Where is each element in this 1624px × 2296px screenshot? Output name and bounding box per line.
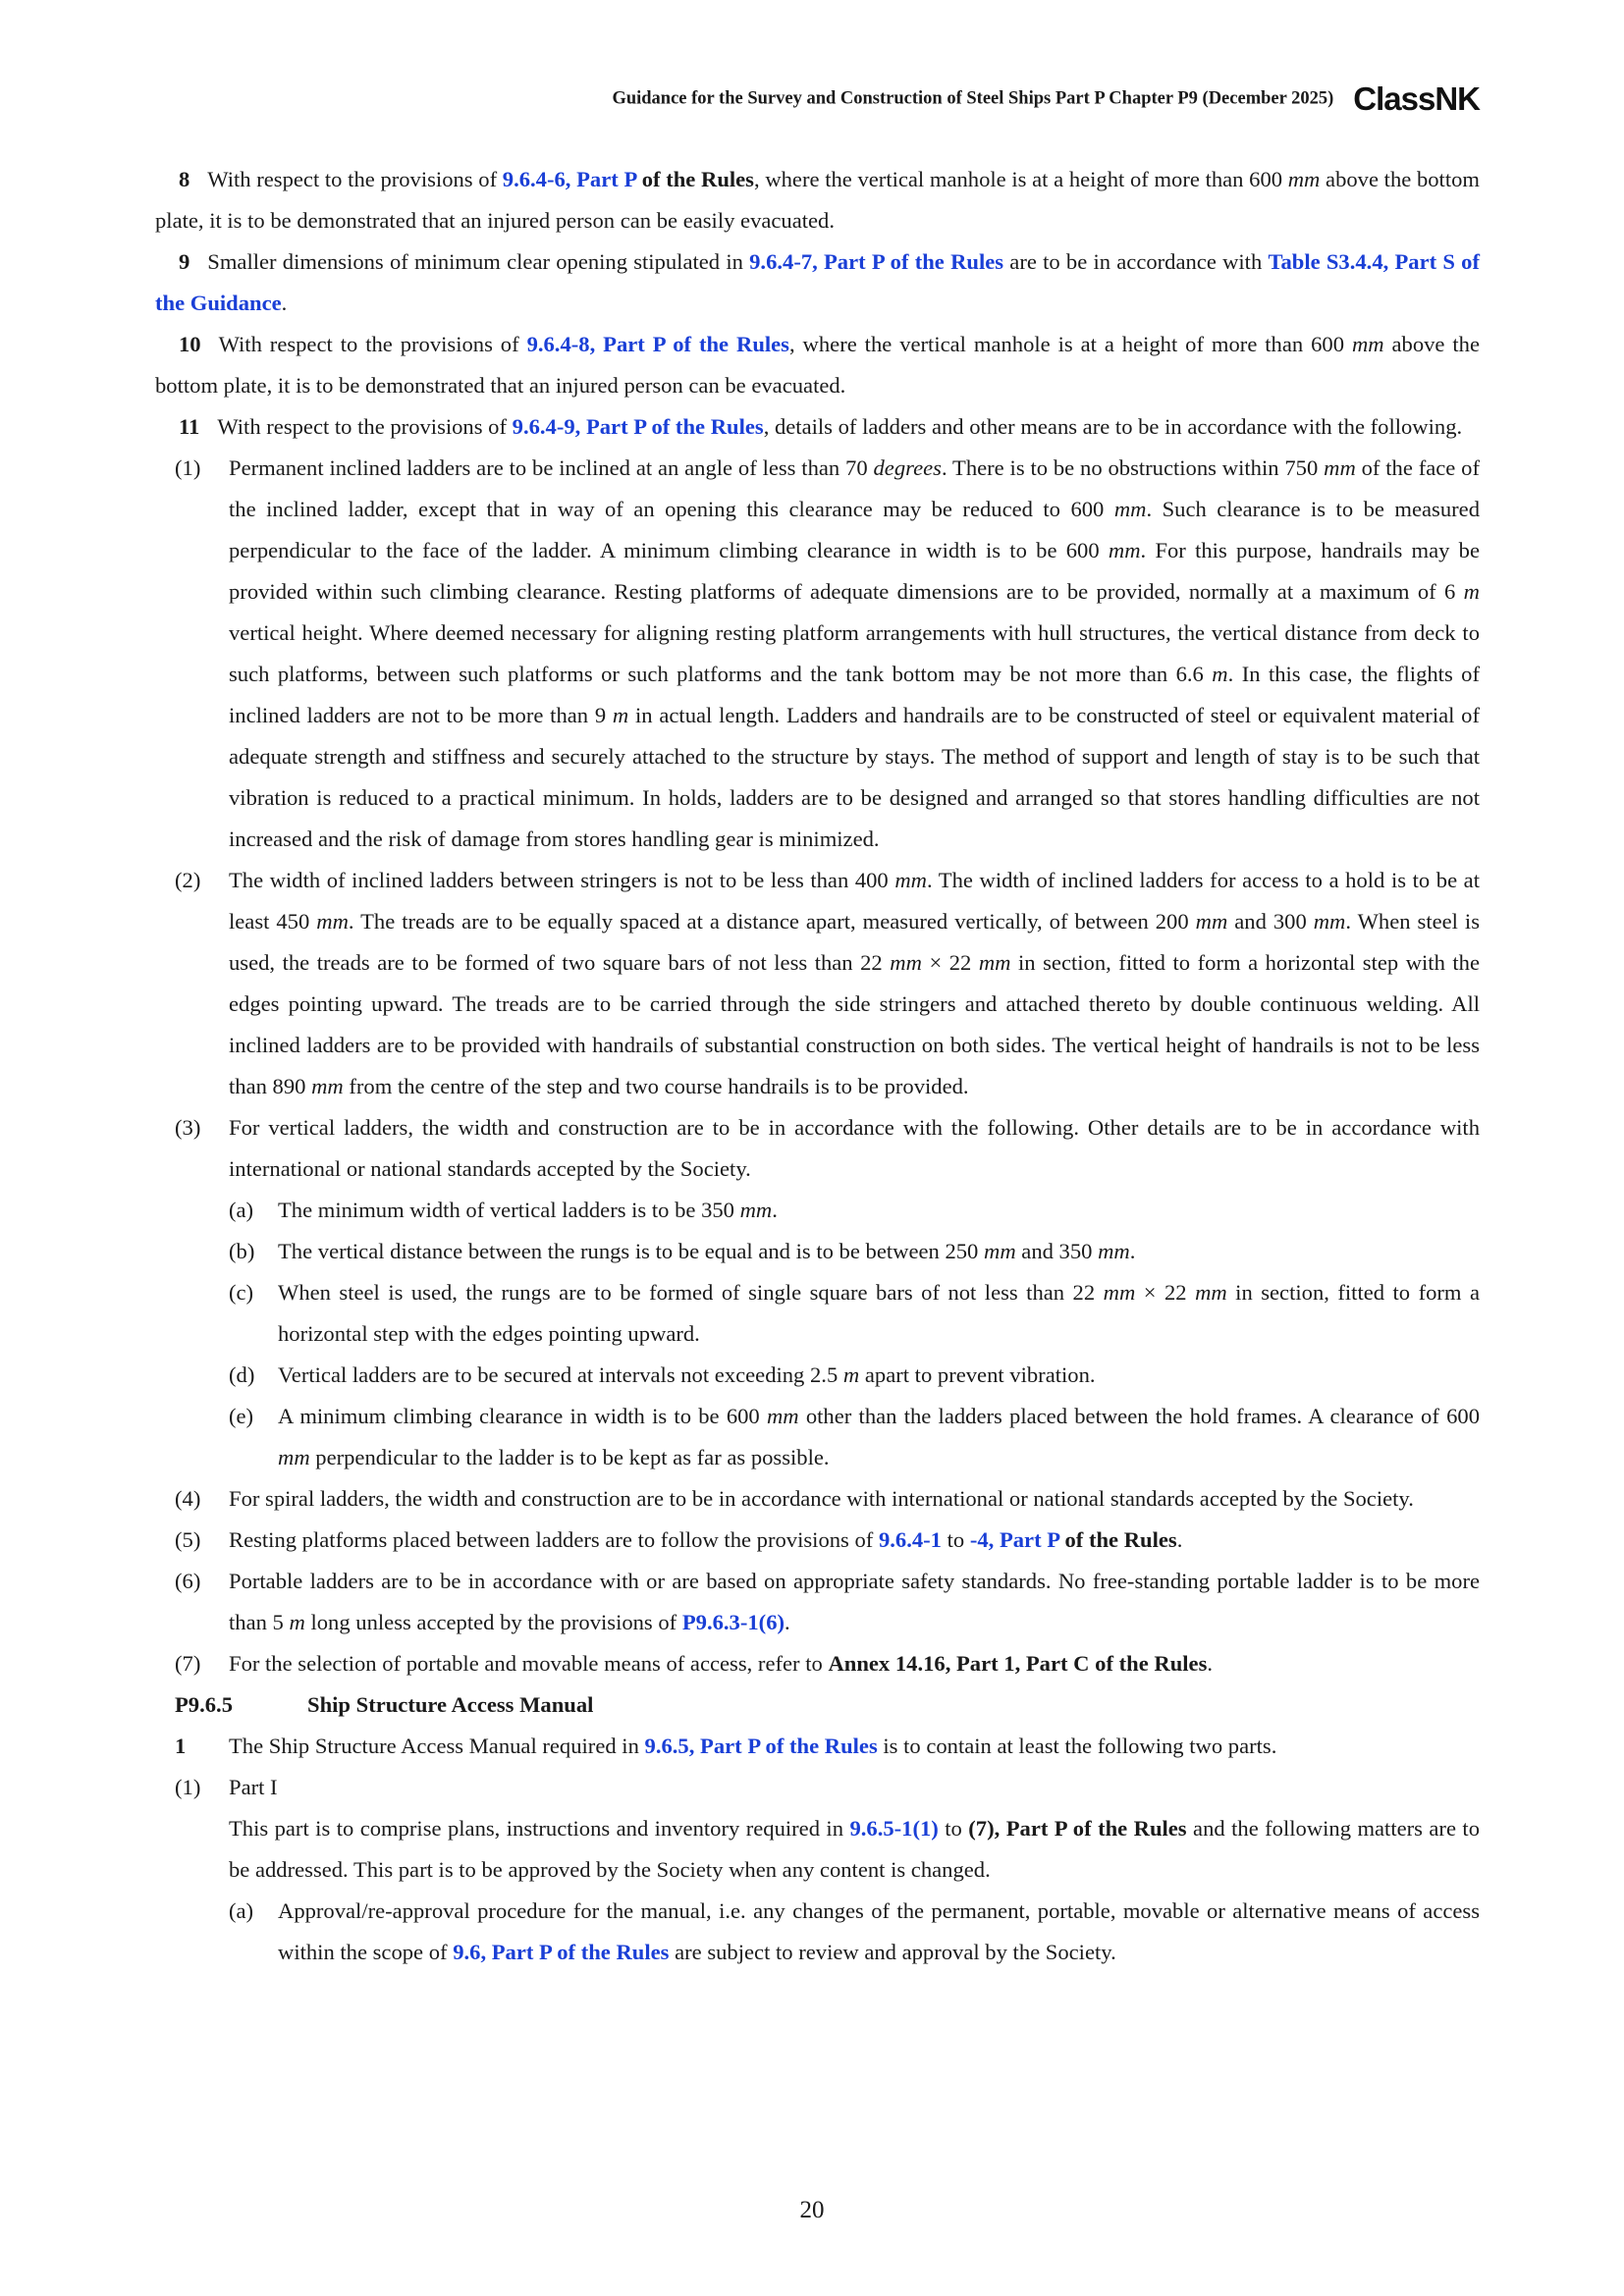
unit: mm xyxy=(278,1445,310,1469)
paragraph-10 xyxy=(155,324,1480,406)
text: Resting platforms placed between ladders are to follow the provisions of xyxy=(229,1527,879,1552)
text: from the centre of the step and two course handrails is to be provided. xyxy=(343,1074,969,1098)
page-number: 20 xyxy=(799,2197,825,2223)
text: above the bottom plate, it is to be demonstrated that an injured person can be evacuated. xyxy=(155,332,1480,398)
unit: mm xyxy=(894,868,927,892)
rule-ref: (7), Part P of the Rules xyxy=(968,1816,1187,1841)
item-number: (2) xyxy=(175,868,201,892)
unit: degrees xyxy=(873,455,942,480)
text: in section, fitted to form a horizontal step with the edges pointing upward. xyxy=(278,1280,1481,1346)
list-item-4 xyxy=(155,1478,1480,1520)
part-1-body xyxy=(155,1808,1480,1891)
document-body xyxy=(155,159,1480,1973)
text: . xyxy=(1176,1527,1183,1552)
unit: mm xyxy=(978,950,1011,975)
sub-item-e xyxy=(155,1396,1480,1478)
text: to xyxy=(938,1816,969,1841)
list-item-1 xyxy=(155,448,1480,860)
item-number: (a) xyxy=(229,1898,254,1923)
text: and the following matters are to be addressed. This part is to be approved by the Society when any content is changed. xyxy=(229,1816,1480,1882)
unit: mm xyxy=(1195,1280,1227,1305)
item-number: (1) xyxy=(175,455,201,480)
text: . In this case, the flights of inclined ladders are not to be more than 9 xyxy=(229,662,1481,727)
unit: mm xyxy=(316,909,349,934)
guidance-link[interactable]: Table S3.4.4, Part S of the Guidance xyxy=(155,249,1480,315)
rule-ref: of the Rules xyxy=(636,167,754,191)
text: The width of inclined ladders between stringers is not to be less than 400 xyxy=(229,868,895,892)
unit: mm xyxy=(766,1404,799,1428)
unit: mm xyxy=(1113,497,1147,521)
text: is to contain at least the following two parts. xyxy=(877,1734,1277,1758)
text: With respect to the provisions of xyxy=(218,332,527,356)
text: to xyxy=(941,1527,970,1552)
text: This part is to comprise plans, instructions and inventory required in xyxy=(229,1816,850,1841)
rule-link[interactable]: 9.6.5, Part P of the Rules xyxy=(644,1734,878,1758)
unit: mm xyxy=(984,1239,1016,1263)
page-header xyxy=(155,80,1480,120)
unit: mm xyxy=(890,950,922,975)
unit: mm xyxy=(1108,538,1141,562)
text: , details of ladders and other means are to be in accordance with the following. xyxy=(763,414,1463,439)
list-item-5 xyxy=(155,1520,1480,1561)
text: Approval/re-approval procedure for the manual, i.e. any changes of the permanent, portable, movable or alternative means of access within the scope of xyxy=(278,1898,1480,1964)
list-item-2 xyxy=(155,860,1480,1107)
text: With respect to the provisions of xyxy=(207,167,503,191)
text: For vertical ladders, the width and construction are to be in accordance with the following. Other details are to be in accordance with international or national standards accepted by the Society. xyxy=(229,1115,1480,1181)
text: The Ship Structure Access Manual required in xyxy=(229,1734,645,1758)
sub-item-b xyxy=(155,1231,1480,1272)
paragraph-number: 8 xyxy=(179,167,190,191)
rule-link[interactable]: 9.6.4-8, Part P of the Rules xyxy=(526,332,789,356)
text: above the bottom plate, it is to be demonstrated that an injured person can be easily evacuated. xyxy=(155,167,1480,233)
unit: mm xyxy=(1195,909,1228,934)
item-number: (d) xyxy=(229,1362,255,1387)
text: Portable ladders are to be in accordance with or are based on appropriate safety standards. No free-standing portable ladder is to be more than 5 xyxy=(229,1569,1480,1634)
text: vertical height. Where deemed necessary for aligning resting platform arrangements with hull structures, the vertical distance from deck to such platforms, between such platforms or such platforms and the tank bottom may be not more than 6.6 xyxy=(229,620,1480,686)
item-number: (5) xyxy=(175,1527,201,1552)
list-item-7 xyxy=(155,1643,1480,1684)
text: . There is to be no obstructions within 750 xyxy=(941,455,1325,480)
unit: mm xyxy=(1098,1239,1130,1263)
rule-link[interactable]: 9.6.4-9, Part P of the Rules xyxy=(512,414,764,439)
unit: m xyxy=(842,1362,860,1387)
sub-item-d xyxy=(155,1355,1480,1396)
list-item-6 xyxy=(155,1561,1480,1643)
text: When steel is used, the rungs are to be formed of single square bars of not less than 22 xyxy=(278,1280,1104,1305)
part-1-sub-item-a xyxy=(155,1891,1480,1973)
unit: mm xyxy=(1103,1280,1136,1305)
text: . For this purpose, handrails may be provided within such climbing clearance. Resting platforms of adequate dimensions are to be provided, normally at a maximum of 6 xyxy=(229,538,1481,604)
text: and 300 xyxy=(1227,909,1314,934)
section-title: Ship Structure Access Manual xyxy=(307,1692,594,1717)
list-item-3 xyxy=(155,1107,1480,1190)
text: . xyxy=(281,291,288,315)
text: × 22 xyxy=(921,950,979,975)
text: Smaller dimensions of minimum clear opening stipulated in xyxy=(207,249,750,274)
text: long unless accepted by the provisions of xyxy=(304,1610,682,1634)
document-title: Guidance for the Survey and Construction of Steel Ships Part P Chapter P9 (December 2025) xyxy=(612,88,1334,109)
item-number: (1) xyxy=(175,1775,201,1799)
text: perpendicular to the ladder is to be kept as far as possible. xyxy=(309,1445,830,1469)
unit: m xyxy=(289,1610,305,1634)
classnk-logo: ClassNK xyxy=(1353,80,1480,117)
item-number: (a) xyxy=(229,1198,254,1222)
text: , where the vertical manhole is at a height of more than 600 xyxy=(788,332,1352,356)
text: For the selection of portable and movable means of access, refer to xyxy=(229,1651,829,1676)
sub-item-a xyxy=(155,1190,1480,1231)
text: . xyxy=(1207,1651,1214,1676)
rule-link[interactable]: 9.6.4-1 xyxy=(878,1527,942,1552)
rule-link[interactable]: 9.6.5-1(1) xyxy=(849,1816,939,1841)
item-number: (b) xyxy=(229,1239,255,1263)
section-heading xyxy=(155,1684,1480,1726)
text: . xyxy=(1129,1239,1136,1263)
text: are subject to review and approval by the Society. xyxy=(669,1940,1116,1964)
text: . The width of inclined ladders for access to a hold is to be at least 450 xyxy=(229,868,1480,934)
unit: m xyxy=(612,703,629,727)
rule-link[interactable]: 9.6.4-7, Part P of the Rules xyxy=(749,249,1004,274)
rule-link[interactable]: 9.6.4-6, Part P xyxy=(502,167,637,191)
text: . When steel is used, the treads are to be formed of two square bars of not less than 22 xyxy=(229,909,1480,975)
text: in actual length. Ladders and handrails are to be constructed of steel or equivalent material of adequate strength and stiffness and securely attached to the structure by stays. The method of support and length of stay is to be such that vibration is reduced to a practical minimum. In holds, ladders are to be designed and arranged so that stores handling difficulties are not increased and the risk of damage from stores handling gear is minimized. xyxy=(229,703,1480,851)
unit: mm xyxy=(1351,332,1384,356)
paragraph-8 xyxy=(155,159,1480,241)
text: The vertical distance between the rungs is to be equal and is to be between 250 xyxy=(278,1239,984,1263)
rule-link[interactable]: 9.6, Part P of the Rules xyxy=(453,1940,670,1964)
item-number: (4) xyxy=(175,1486,201,1511)
paragraph-number: 10 xyxy=(179,332,201,356)
text: apart to prevent vibration. xyxy=(859,1362,1096,1387)
text: . xyxy=(772,1198,778,1222)
unit: mm xyxy=(1287,167,1321,191)
text: of the face of the inclined ladder, except that in way of an opening this clearance may be reduced to 600 xyxy=(229,455,1480,521)
text: For spiral ladders, the width and construction are to be in accordance with international or national standards accepted by the Society. xyxy=(229,1486,1414,1511)
text: in section, fitted to form a horizontal step with the edges pointing upward. The treads are to be carried through the side stringers and attached thereto by double continuous welding. All inclined ladders are to be provided with handrails of substantial construction on both sides. The vertical height of handrails is not to be less than 890 xyxy=(229,950,1481,1098)
part-title: Part I xyxy=(229,1775,278,1799)
unit: mm xyxy=(311,1074,344,1098)
part-1-heading xyxy=(155,1767,1480,1808)
text: A minimum climbing clearance in width is to be 600 xyxy=(278,1404,767,1428)
unit: m xyxy=(1463,579,1480,604)
paragraph-number: 9 xyxy=(179,249,190,274)
text: × 22 xyxy=(1135,1280,1196,1305)
paragraph-number: 11 xyxy=(179,414,200,439)
guidance-link[interactable]: P9.6.3-1(6) xyxy=(681,1610,785,1634)
unit: mm xyxy=(1324,455,1356,480)
text: , where the vertical manhole is at a height of more than 600 xyxy=(753,167,1288,191)
text: . xyxy=(785,1610,790,1634)
unit: mm xyxy=(739,1198,773,1222)
rule-ref: of the Rules xyxy=(1058,1527,1177,1552)
text: The minimum width of vertical ladders is to be 350 xyxy=(278,1198,740,1222)
sub-item-c xyxy=(155,1272,1480,1355)
paragraph-9 xyxy=(155,241,1480,324)
unit: mm xyxy=(1313,909,1346,934)
text: are to be in accordance with xyxy=(1003,249,1269,274)
text: . The treads are to be equally spaced at a distance apart, measured vertically, of between 200 xyxy=(348,909,1196,934)
unit: m xyxy=(1212,662,1228,686)
text: other than the ladders placed between the hold frames. A clearance of 600 xyxy=(798,1404,1480,1428)
item-number: (6) xyxy=(175,1569,201,1593)
paragraph-number: 1 xyxy=(175,1734,187,1758)
text: Vertical ladders are to be secured at intervals not exceeding 2.5 xyxy=(278,1362,843,1387)
item-number: (7) xyxy=(175,1651,201,1676)
rule-link[interactable]: -4, Part P xyxy=(969,1527,1059,1552)
item-number: (3) xyxy=(175,1115,201,1140)
text: and 350 xyxy=(1015,1239,1099,1263)
rule-ref: Annex 14.16, Part 1, Part C of the Rules xyxy=(828,1651,1208,1676)
section-number: P9.6.5 xyxy=(175,1692,233,1717)
text: . Such clearance is to be measured perpendicular to the face of the ladder. A minimum climbing clearance in width is to be 600 xyxy=(229,497,1480,562)
text: With respect to the provisions of xyxy=(217,414,513,439)
item-number: (e) xyxy=(229,1404,254,1428)
paragraph-11 xyxy=(155,406,1480,448)
item-number: (c) xyxy=(229,1280,254,1305)
paragraph-1 xyxy=(155,1726,1480,1767)
text: Permanent inclined ladders are to be inclined at an angle of less than 70 xyxy=(229,455,874,480)
